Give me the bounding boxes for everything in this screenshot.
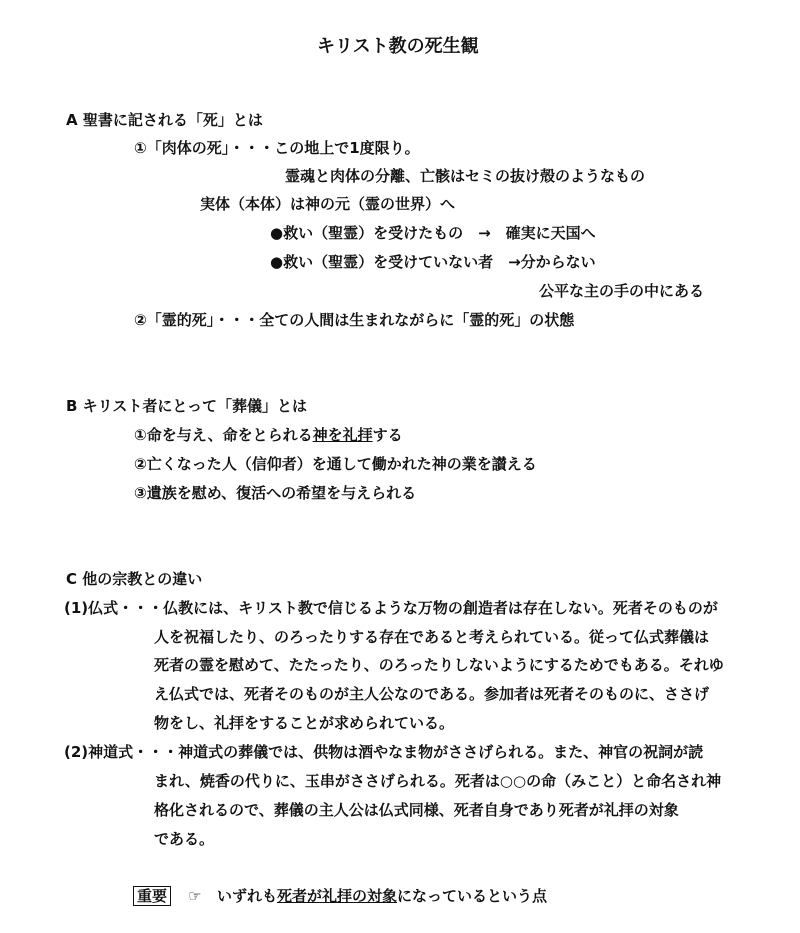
section-c-para-1-line-2: 人を祝福したり、のろったりする存在であると考えられている。従って仏式葬儀は <box>154 628 710 646</box>
section-a-item-1-line-2: 霊魂と肉体の分離、亡骸はセミの抜け殻のようなもの <box>285 167 646 185</box>
important-label: 重要 <box>133 886 171 906</box>
section-c-para-2-line-2: まれ、焼香の代りに、玉串がささげられる。死者は○○の命（みこと）と命名され神 <box>154 772 722 790</box>
section-c-para-1-line-5: 物をし、礼拝をすることが求められている。 <box>154 714 455 732</box>
section-a-item-1-line-6: 公平な主の手の中にある <box>539 282 705 300</box>
section-c-para-1-line-1: (1)仏式・・・仏教には、キリスト教で信じるような万物の創造者は存在しない。死者そのものが <box>64 599 718 617</box>
section-b-item-1 <box>134 425 403 445</box>
section-c-para-1-line-4: え仏式では、死者そのものが主人公なのである。参加者は死者そのものに、ささげ <box>154 685 710 703</box>
important-note <box>133 886 547 906</box>
page-title: キリスト教の死生観 <box>317 36 479 57</box>
important-text: いずれも <box>216 887 277 905</box>
pointing-hand-icon: ☞ <box>188 887 202 905</box>
section-c-para-2-line-3: 格化されるので、葬儀の主人公は仏式同様、死者自身であり死者が礼拝の対象 <box>154 801 679 819</box>
section-b-item-3: ③遺族を慰め、復活への希望を与えられる <box>134 484 417 502</box>
section-a-item-1-line-5: ●救い（聖霊）を受けていない者 →分からない <box>270 253 596 271</box>
section-c-para-1-line-3: 死者の霊を慰めて、たたったり、のろったりしないようにするためでもある。それゆ <box>154 656 724 674</box>
section-a-item-2: ②「霊的死」・・・全ての人間は生まれながらに「霊的死」の状態 <box>134 311 575 329</box>
section-c-para-2-line-4: である。 <box>154 830 215 848</box>
section-b-item-1-text: ①命を与え、命をとられる <box>134 426 313 444</box>
section-b-item-1-suffix: する <box>372 426 403 444</box>
section-b-heading: B キリスト者にとって「葬儀」とは <box>66 397 308 415</box>
section-a-heading: A 聖書に記される「死」とは <box>66 111 263 129</box>
section-a-item-1-line-4: ●救い（聖霊）を受けたもの → 確実に天国へ <box>270 224 596 242</box>
section-c-para-2-line-1: (2)神道式・・・神道式の葬儀では、供物は酒やなま物がささげられる。また、神官の祝詞が読 <box>64 743 704 761</box>
important-text-suffix: になっているという点 <box>396 887 547 905</box>
section-a-item-1: ①「肉体の死」・・・この地上で1度限り。 <box>134 139 420 157</box>
important-text-underlined: 死者が礼拝の対象 <box>276 887 397 905</box>
section-c-heading: C 他の宗教との違い <box>66 570 203 588</box>
section-a-item-1-line-3: 実体（本体）は神の元（霊の世界）へ <box>200 195 456 213</box>
section-b-item-2: ②亡くなった人（信仰者）を通して働かれた神の業を讃える <box>134 455 537 473</box>
section-b-item-1-underlined: 神を礼拝 <box>312 426 373 444</box>
